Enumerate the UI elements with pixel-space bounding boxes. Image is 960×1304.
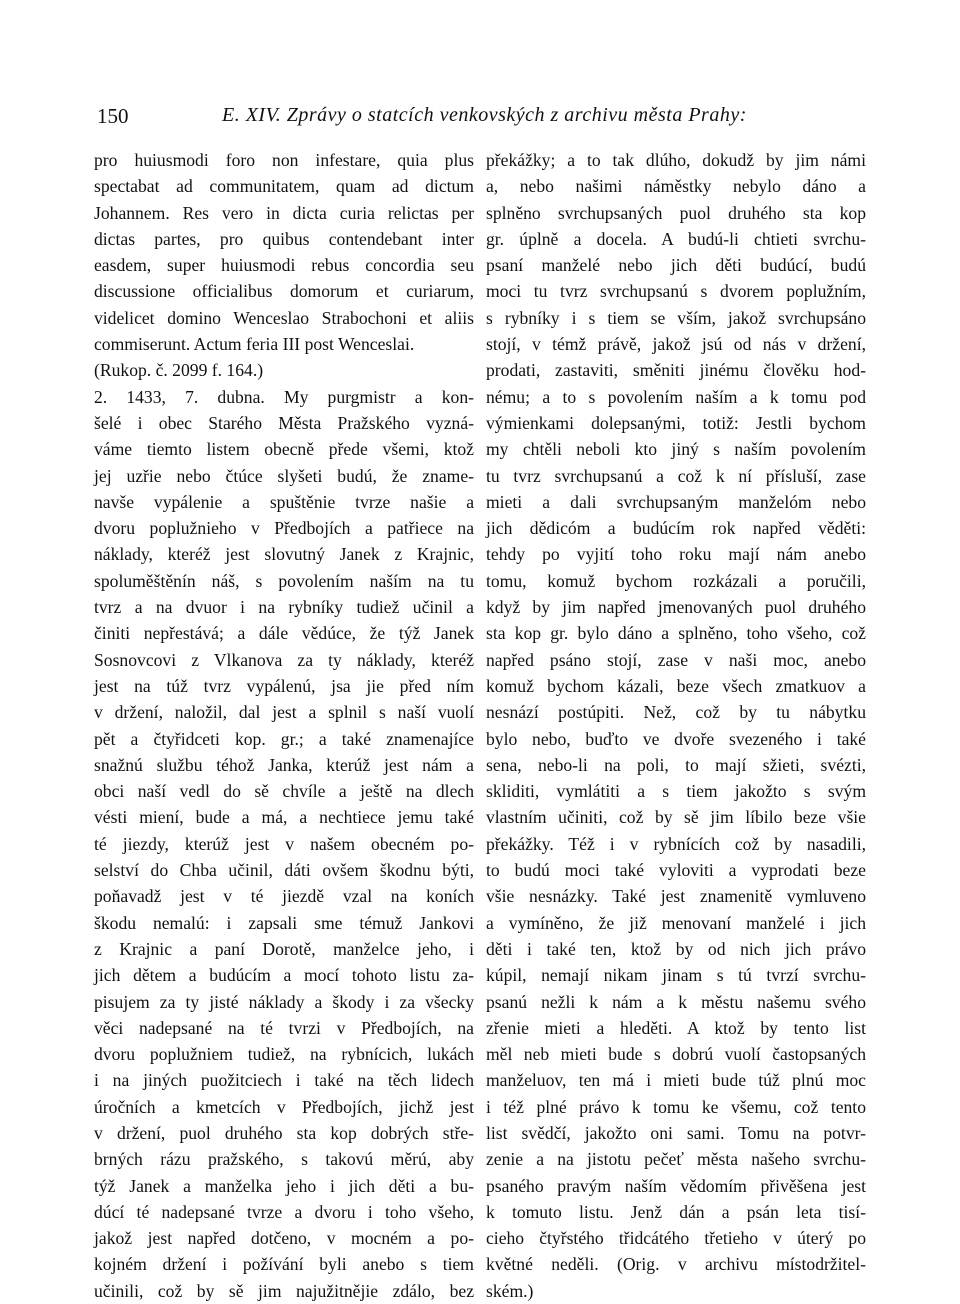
text-line: když by jim napřed jmenovaných puol druhého (486, 597, 866, 618)
text-line: my chtěli neboli kto jiný s naším povolením (486, 439, 866, 460)
text-line: i též plné právo k tomu ke všemu, což tento (486, 1096, 866, 1117)
text-line: psaného pravým naším vědomím přivěšena jest (486, 1175, 866, 1196)
text-line: i na jiných puožitciech i také na těch lidech (94, 1070, 474, 1091)
text-line: skliditi, vymlátiti a s tiem jakožto s svým (486, 781, 866, 802)
text-line: pro huiusmodi foro non infestare, quia plus (94, 150, 474, 170)
text-line: náklady, kteréž jest slovutný Janek z Krajnic, (94, 544, 474, 565)
text-line: z Krajnic a paní Dorotě, manželce jeho, i (94, 938, 474, 959)
text-line: tehdy po vyjití toho roku mají nám anebo (486, 544, 866, 565)
text-line: týž Janek a manželka jeho i jich děti a bu- (94, 1175, 474, 1196)
text-line: jakož jest napřed dotčeno, v mocném a po- (94, 1228, 474, 1249)
text-line: zenie a na jistotu pečeť města našeho svrchu- (486, 1149, 866, 1170)
text-line: vlastním učiniti, což by sě jim líbilo beze všie (486, 807, 866, 828)
text-line: tu tvrz svrchupsanú a což k ní přísluší, zase (486, 465, 866, 486)
text-line: pět a čtyřidceti kop. gr.; a také znamenajíce (94, 728, 474, 749)
text-line: učinili, což by sě jim najužitnějie zdálo, bez (94, 1280, 474, 1301)
text-line: dictas partes, pro quibus contendebant inter (94, 228, 474, 249)
page-header (97, 104, 869, 134)
text-line: jej uzřie nebo čtúce slyšeti budú, že zname- (94, 465, 474, 486)
text-line: splněno svrchupsaných puol druhého sta kop (486, 202, 866, 223)
text-line: napřed psáno stojí, zase v naši moc, anebo (486, 649, 866, 670)
text-line: brných rázu pražského, s takovú měrú, aby (94, 1149, 474, 1170)
text-line: cieho čtyřstého třidcátého třetieho v úterý po (486, 1228, 866, 1249)
text-line: květné neděli. (Orig. v archivu místodržitel- (486, 1254, 866, 1275)
text-line: kojném držení i požívání byli anebo s tiem (94, 1254, 474, 1275)
text-line: selství do Chba učinil, dáti ovšem škodnu býti, (94, 860, 474, 881)
text-line: v držení, naložil, dal jest a splnil s naší vuolí (94, 702, 474, 723)
text-line: a vymíněno, že již menovaní manželé i jich (486, 912, 866, 933)
text-line: sena, nebo-li na poli, to mají sžieti, svézti, (486, 754, 866, 775)
page-number: 150 (97, 104, 129, 128)
text-line: komuž bychom kázali, beze všech zmatkuov a (486, 675, 866, 696)
text-line: úročních a kmetcích v Předbojích, jichž jest (94, 1096, 474, 1117)
text-line: tomu, komuž bychom rozkázali a poručili, (486, 570, 866, 591)
text-line: měl neb mieti bude s dobrú vuolí častopsaných (486, 1044, 866, 1065)
text-line: 2. 1433, 7. dubna. My purgmistr a kon- (94, 386, 474, 407)
text-line: prodati, zastaviti, směniti jinému člověku hod- (486, 360, 866, 381)
text-line: moci tu tvrz svrchupsanú s dvorem poplužním, (486, 281, 866, 302)
text-line: tvrz a na dvuor i na rybníky tudiež učinil a (94, 597, 474, 618)
text-line: (Rukop. č. 2099 f. 164.) (94, 360, 264, 381)
text-line: dvoru poplužnieho v Předbojích a patřiece na (94, 518, 474, 539)
text-line: šelé i obec Starého Města Pražského vyzná- (94, 412, 474, 433)
text-line: psanú nežli k nám a k městu našemu svého (486, 991, 866, 1012)
text-line: bylo nebo, buďto ve dvoře svezeného i také (486, 728, 866, 749)
text-line: překážky. Též i v rybnících což by nasadili, (486, 833, 866, 854)
text-line: sta kop gr. bylo dáno a splněno, toho všeho, což (486, 623, 866, 644)
text-line: výmienkami dolepsanými, totiž: Jestli bychom (486, 412, 866, 433)
text-line: gr. úplně a docela. A budú-li chtieti svrchu- (486, 228, 866, 249)
text-line: snažnú službu téhož Janka, kterúž jest nám a (94, 754, 474, 775)
text-line: manželuov, ten má i mieti bude túž plnú moc (486, 1070, 866, 1091)
right-text-column (486, 147, 866, 1304)
text-line: mieti a dali svrchupsaným manželóm nebo (486, 491, 866, 512)
text-line: Sosnovcovi z Vlkanova za ty náklady, kteréž (94, 649, 474, 670)
text-line: kúpil, nemají nikam jinam s tú tvrzí svrchu- (486, 965, 866, 986)
running-title: E. XIV. Zprávy o statcích venkovských z archivu města Prahy: (222, 104, 747, 126)
text-line: vésti miení, bude a má, a nechtiece jemu také (94, 807, 474, 828)
text-line: a, nebo našimi náměstky nebylo dáno a (486, 176, 866, 197)
text-line: list svědčí, jakožto oni sami. Tomu na potvr- (486, 1122, 866, 1143)
text-line: navše vypálenie a spuštěnie tvrze našie a (94, 491, 474, 512)
text-line: Johannem. Res vero in dicta curia relictas per (94, 202, 474, 223)
text-line: spoluměštěnín náš, s povolením naším na tu (94, 570, 474, 591)
text-line: obci naší vedl do sě chvíle a ještě na dlech (94, 781, 474, 802)
text-line: spectabat ad communitatem, quam ad dictum (94, 176, 474, 197)
text-line: psaní manželé nebo jich děti budúcí, budú (486, 255, 866, 276)
text-line: commiserunt. Actum feria III post Wenceslai. (94, 334, 415, 355)
text-line: s rybníky i s tiem se vším, jakož svrchupsáno (486, 307, 866, 328)
text-line: děti i také ten, ktož by od nich jich právo (486, 938, 866, 959)
text-line: té jiezdy, kterúž jest v našem obecném po- (94, 833, 474, 854)
text-line: ském.) (486, 1280, 534, 1301)
text-line: easdem, super huiusmodi rebus concordia seu (94, 255, 474, 276)
text-line: všie nesnázky. Také jest znamenitě vymluveno (486, 886, 866, 907)
text-line: videlicet domino Wenceslao Strabochoni et aliis (94, 307, 474, 328)
text-line: k tomuto listu. Jenž dán a psán leta tisí- (486, 1201, 866, 1222)
text-line: pisujem za ty jisté náklady a škody i za všecky (94, 991, 474, 1012)
text-line: věci nadepsané na té tvrzi v Předbojích, na (94, 1017, 474, 1038)
text-line: váme tiemto listem obecně přede všemi, ktož (94, 439, 474, 460)
left-text-column (94, 147, 474, 1304)
text-line: discussione officialibus domorum et curiarum, (94, 281, 474, 302)
text-line: to budú moci také vyloviti a vyprodati beze (486, 860, 866, 881)
text-line: činiti nepřestává; a dále vědúce, že týž Janek (94, 623, 474, 644)
text-line: jest na túž tvrz vypálenú, jsa jie před ním (94, 675, 474, 696)
text-line: v držení, puol druhého sta kop dobrých stře- (94, 1122, 474, 1143)
text-line: jich dětem a budúcím a mocí tohoto listu za- (94, 965, 474, 986)
text-line: překážky; a to tak dlúho, dokudž by jim námi (486, 150, 866, 170)
text-line: dvoru poplužniem tudiež, na rybnícich, lukách (94, 1044, 474, 1065)
text-line: škodu nemalú: i zapsali sme témuž Jankovi (94, 912, 474, 933)
text-line: stojí, v témž právě, jakož jsú od nás v držení, (486, 334, 866, 355)
text-line: zřenie mieti a hleděti. A ktož by tento list (486, 1017, 866, 1038)
text-line: jich dědicóm a budúcím rok napřed věděti: (486, 518, 866, 539)
text-line: nému; a to s povolením naším a k tomu pod (486, 386, 866, 407)
text-line: poňavadž jest v té jiezdě vzal na koních (94, 886, 474, 907)
text-line: nesnází postúpiti. Než, což by tu nábytku (486, 702, 866, 723)
text-line: dúcí té nadepsané tvrze a dvoru i toho všeho, (94, 1201, 474, 1222)
